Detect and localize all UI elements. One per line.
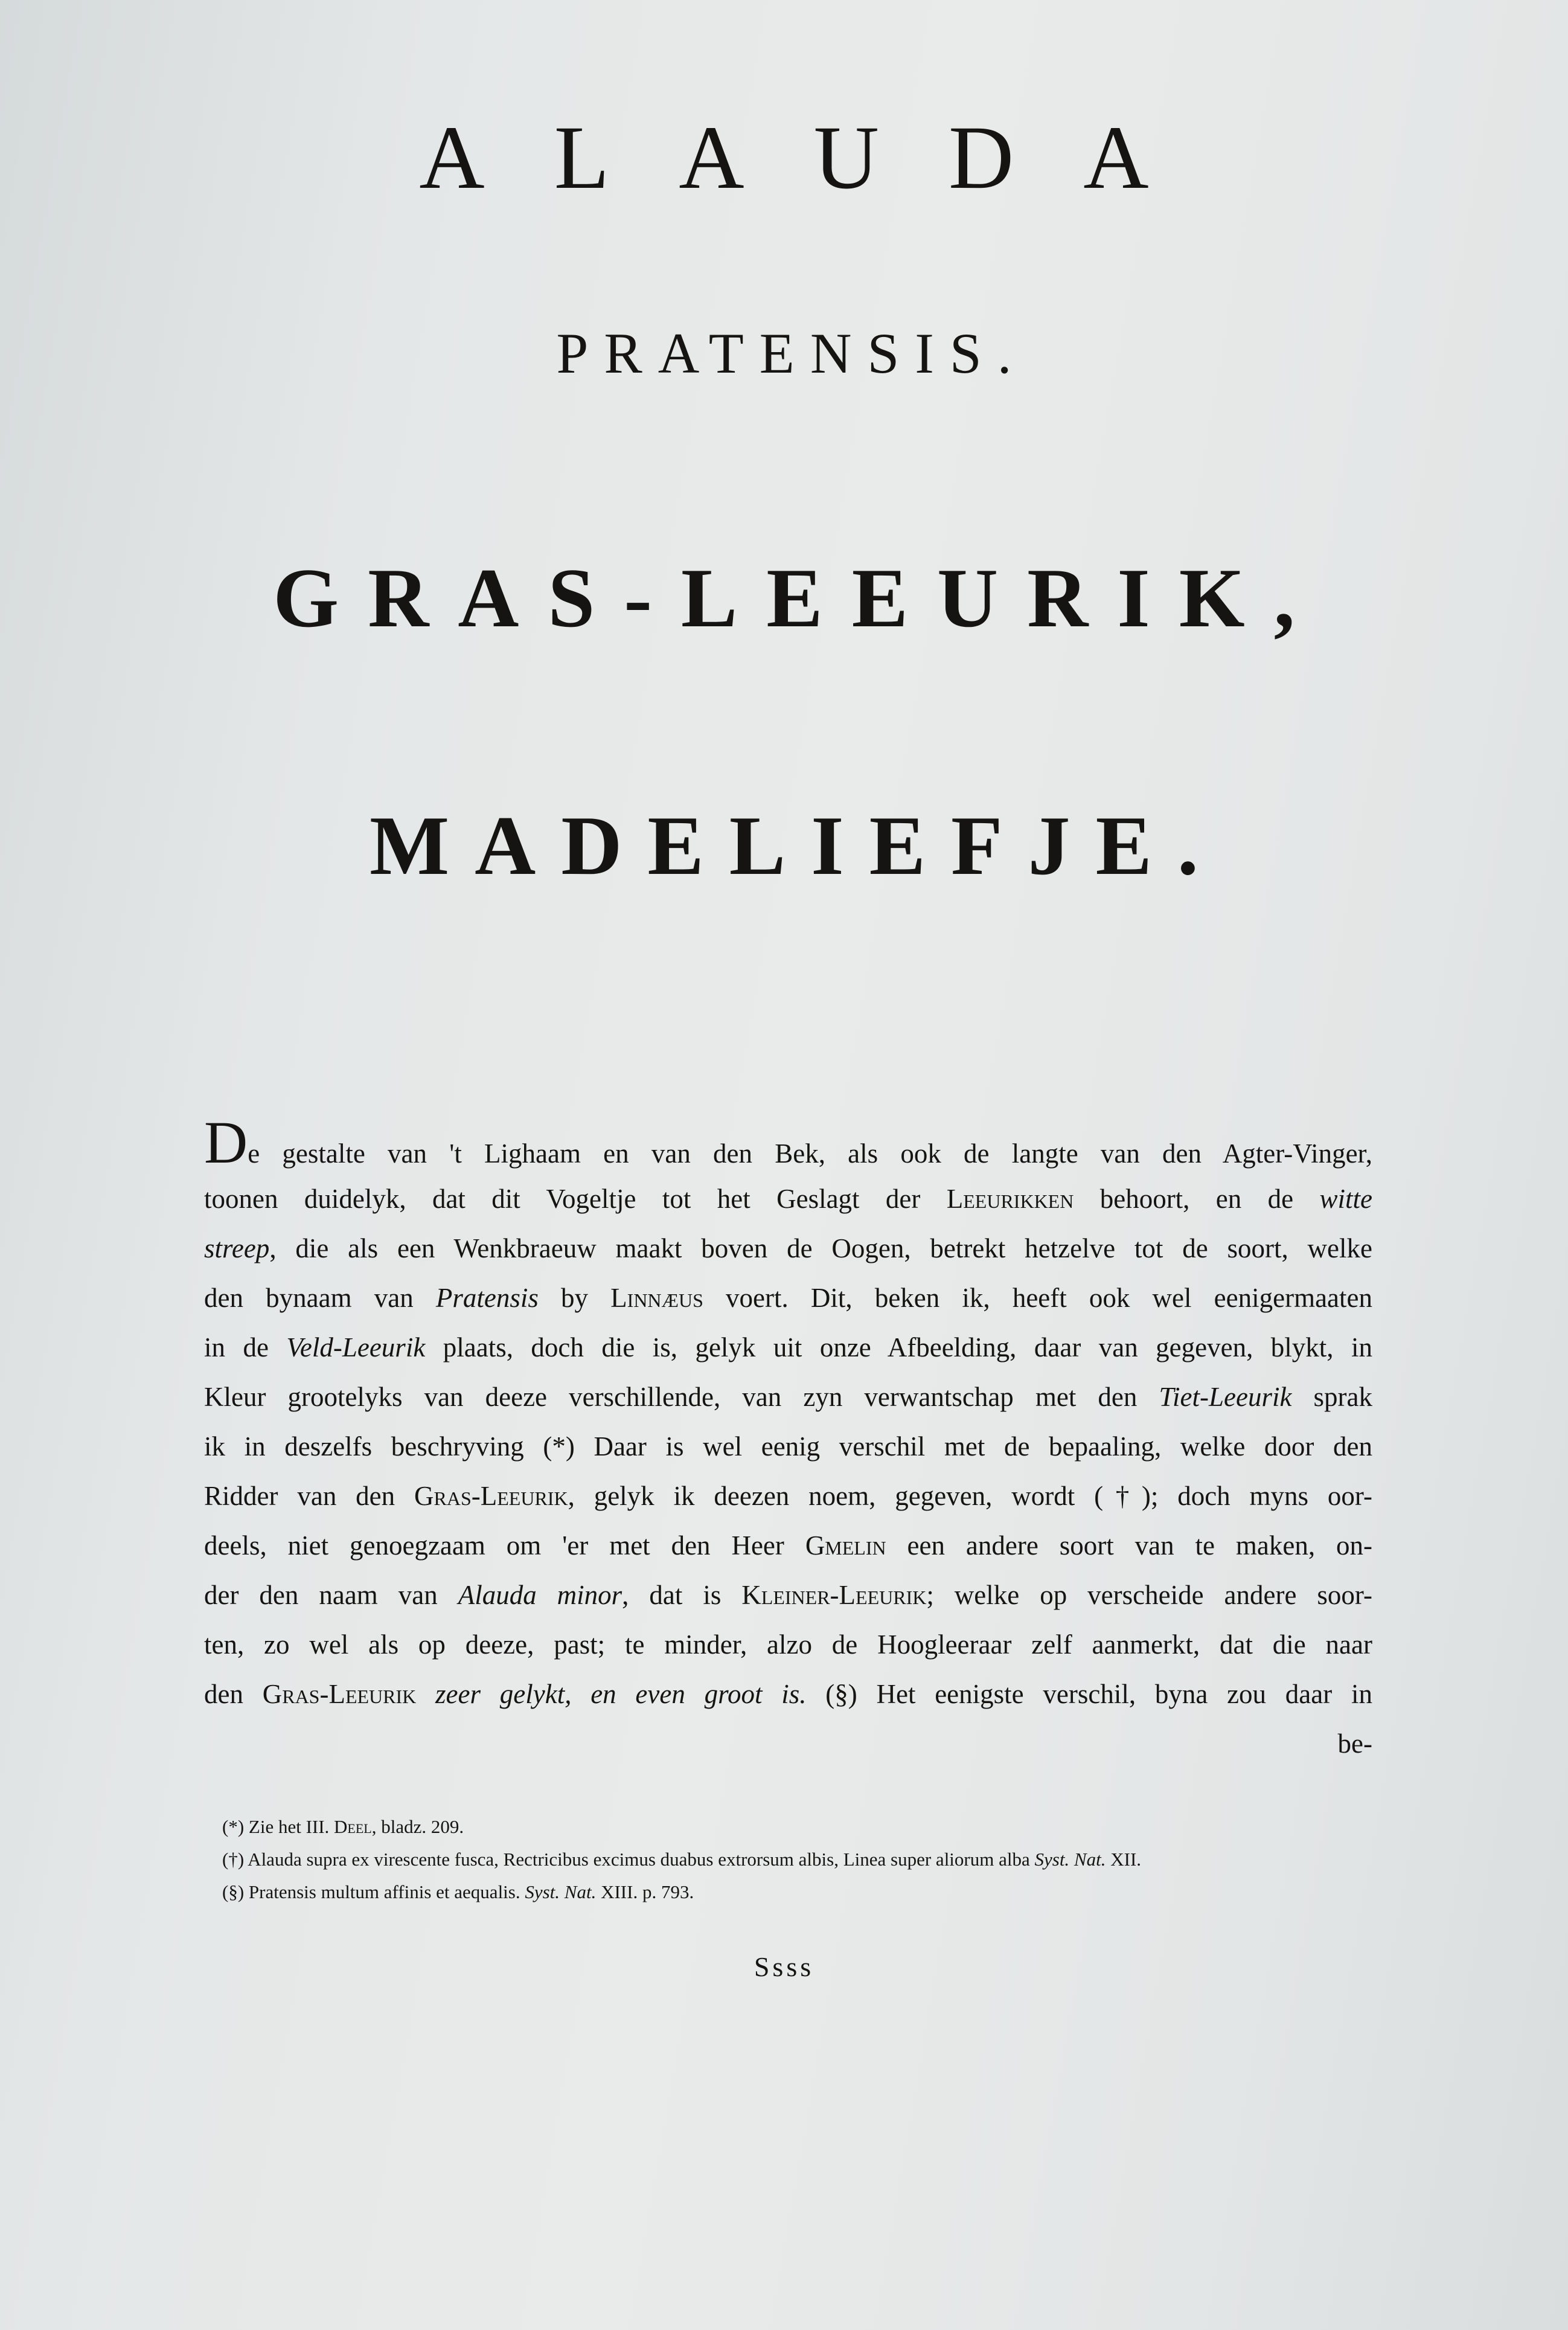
text-run: voert. Dit, beken ik, heeft ook wel eenigermaaten <box>703 1283 1372 1313</box>
text-run: behoort, en de <box>1074 1184 1320 1214</box>
text-run: (†) Alauda supra ex virescente fusca, Rectricibus excimus duabus extrorsum albis, Linea super aliorum alba <box>222 1849 1035 1870</box>
italic-text: zeer gelykt, en even groot is. <box>435 1679 807 1709</box>
body-line <box>204 1422 1372 1471</box>
text-run: den <box>204 1679 263 1709</box>
body-line <box>204 1273 1372 1323</box>
body-line <box>204 1620 1372 1669</box>
text-run <box>416 1679 435 1709</box>
text-run: sprak <box>1291 1382 1372 1412</box>
alternate-name-title: MADELIEFJE. <box>370 799 1224 893</box>
text-run: (§) Het eenigste verschil, byna zou daar in <box>806 1679 1372 1709</box>
body-line <box>204 1669 1372 1719</box>
italic-text: Syst. Nat. <box>1034 1849 1106 1870</box>
body-line <box>204 1323 1372 1372</box>
small-caps-text: Kleiner-Leeurik <box>741 1580 927 1610</box>
text-run: be- <box>1337 1728 1372 1759</box>
italic-text: Syst. Nat. <box>525 1881 597 1902</box>
footnotes <box>222 1811 1369 1908</box>
text-run: (§) Pratensis multum affinis et aequalis. <box>222 1881 525 1902</box>
italic-text: witte <box>1319 1184 1372 1214</box>
body-line <box>204 1174 1372 1224</box>
footnote <box>222 1811 1369 1843</box>
text-run: der den naam van <box>204 1580 458 1610</box>
common-name-title: GRAS-LEEURIK, <box>273 551 1324 645</box>
text-run: , bladz. 209. <box>371 1816 464 1837</box>
text-run: ik in deszelfs beschryving (*) Daar is wel eenig verschil met de bepaaling, welke door den <box>204 1431 1372 1462</box>
body-line <box>204 1719 1372 1768</box>
species-subtitle: PRATENSIS. <box>556 321 1028 385</box>
small-caps-text: Linnæus <box>610 1283 703 1313</box>
text-run: (*) Zie het III. <box>222 1816 334 1837</box>
text-run: e gestalte van 't Lighaam en van den Bek, als ook de langte van den Agter-Vinger, <box>248 1138 1372 1169</box>
body-line <box>204 1372 1372 1422</box>
text-run: toonen duidelyk, dat dit Vogeltje tot het Geslagt der <box>204 1184 947 1214</box>
body-line <box>204 1570 1372 1620</box>
italic-text: Alauda minor <box>458 1580 622 1610</box>
text-run: Ridder van den <box>204 1481 415 1511</box>
body-line <box>204 1471 1372 1521</box>
italic-text: Tiet-Leeurik <box>1159 1382 1292 1412</box>
genus-title: ALAUDA <box>419 108 1218 208</box>
text-run: in de <box>204 1332 287 1362</box>
drop-cap: D <box>204 1109 248 1176</box>
footnote <box>222 1876 1369 1908</box>
small-caps-text: Gras-Leeurik <box>414 1481 568 1511</box>
small-caps-text: Gras-Leeurik <box>262 1679 417 1709</box>
footnote <box>222 1843 1369 1876</box>
signature-mark: Ssss <box>754 1951 814 1982</box>
small-caps-text: Deel <box>334 1816 372 1837</box>
text-run: deels, niet genoegzaam om 'er met den Heer <box>204 1530 805 1561</box>
text-run: ; welke op verscheide andere soor- <box>926 1580 1372 1610</box>
text-run: , die als een Wenkbraeuw maakt boven de Oogen, betrekt hetzelve tot de soort, welke <box>269 1233 1372 1263</box>
small-caps-text: Leeurikken <box>946 1184 1074 1214</box>
text-run: plaats, doch die is, gelyk uit onze Afbeelding, daar van gegeven, blykt, in <box>425 1332 1372 1362</box>
small-caps-text: Gmelin <box>805 1530 886 1561</box>
italic-text: streep <box>204 1233 270 1263</box>
text-run: , gelyk ik deezen noem, gegeven, wordt (†); doch myns oor- <box>568 1481 1372 1511</box>
text-run: XIII. p. 793. <box>596 1881 694 1902</box>
text-run: XII. <box>1106 1849 1142 1870</box>
text-run: by <box>538 1283 611 1313</box>
text-run: den bynaam van <box>204 1283 436 1313</box>
body-line <box>204 1109 1372 1176</box>
text-run: een andere soort van te maken, on- <box>886 1530 1372 1561</box>
body-line <box>204 1224 1372 1273</box>
italic-text: Veld-Leeurik <box>286 1332 426 1362</box>
text-run: ten, zo wel als op deeze, past; te minder, alzo de Hoogleeraar zelf aanmerkt, dat die naar <box>204 1629 1372 1660</box>
body-text <box>204 1109 1372 1768</box>
italic-text: Pratensis <box>435 1283 539 1313</box>
text-run: Kleur grootelyks van deeze verschillende, van zyn verwantschap met den <box>204 1382 1159 1412</box>
body-line <box>204 1521 1372 1570</box>
text-run: , dat is <box>622 1580 742 1610</box>
